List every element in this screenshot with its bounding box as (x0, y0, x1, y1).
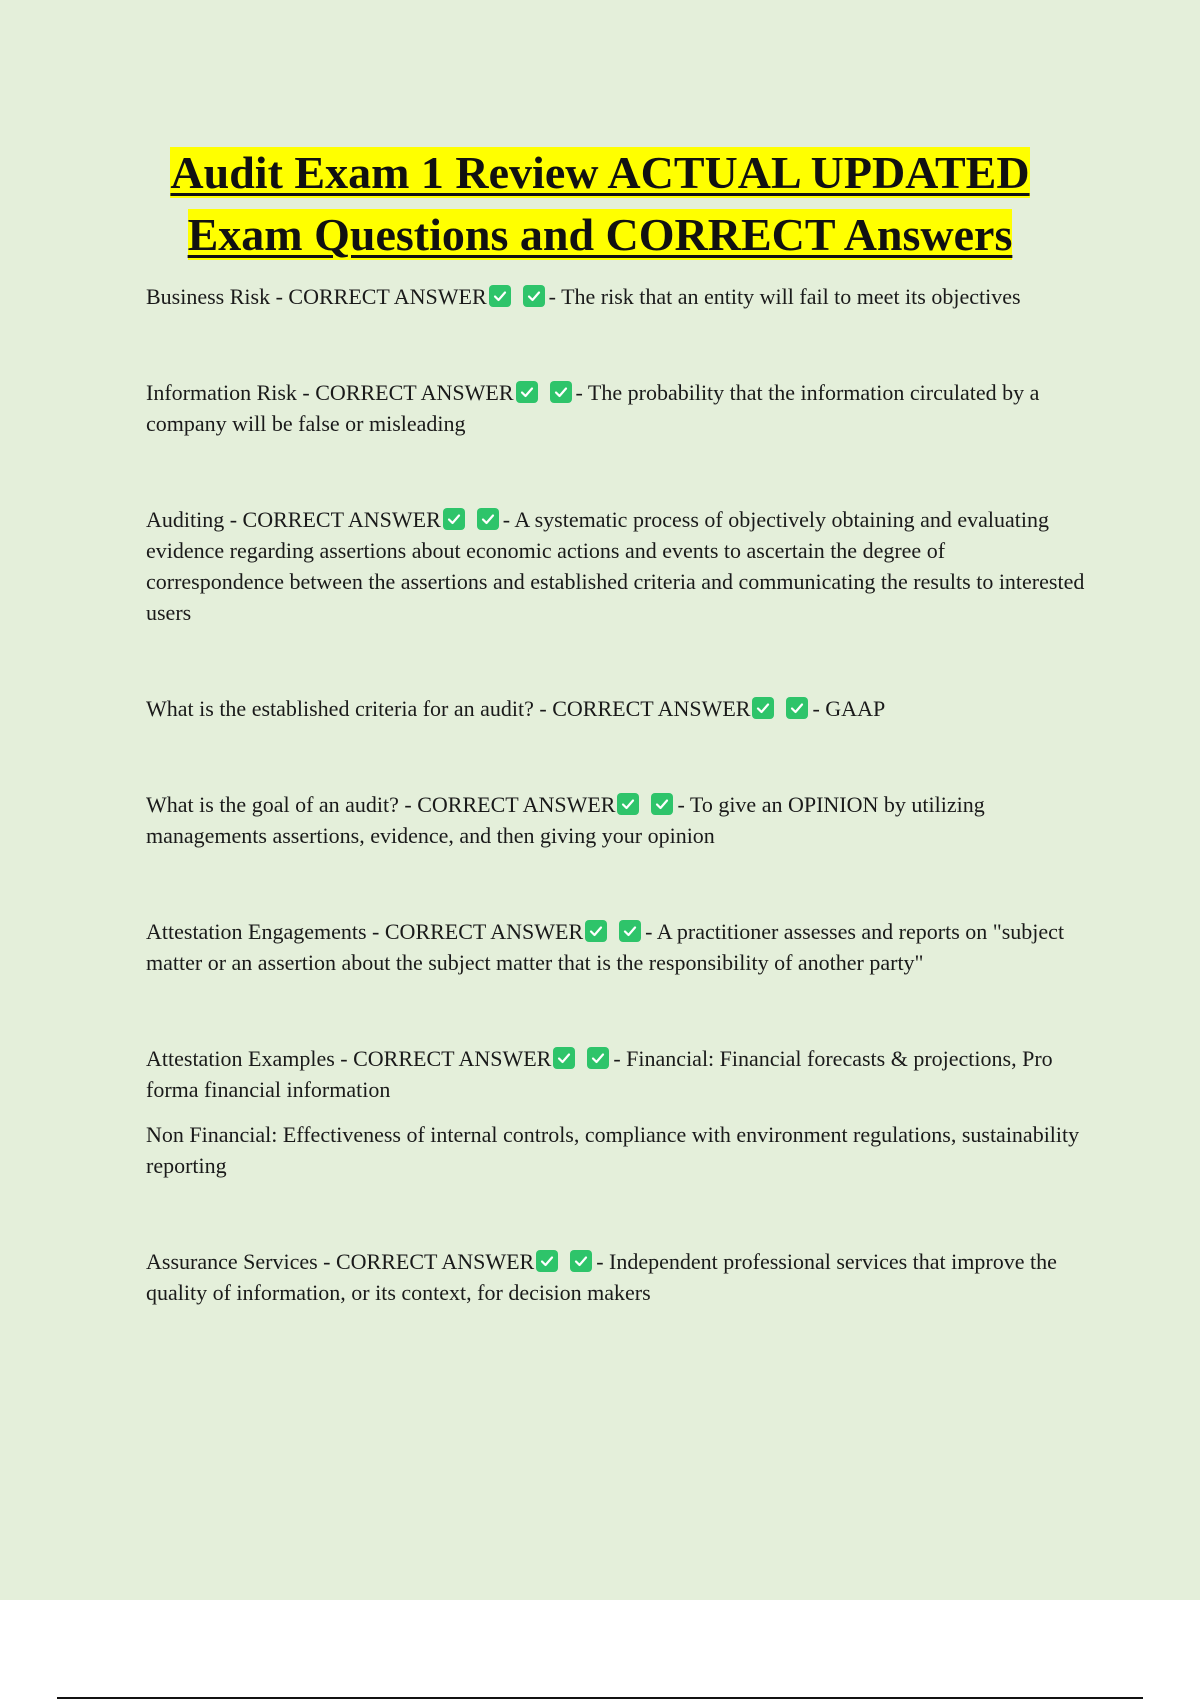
qa-list (146, 281, 1086, 1308)
check-mark-icon (617, 793, 639, 815)
check-mark-icon (786, 697, 808, 719)
entry-term: Auditing - CORRECT ANSWER (146, 507, 441, 532)
qa-entry (146, 377, 1086, 439)
check-mark-icon (619, 920, 641, 942)
check-mark-icon (587, 1047, 609, 1069)
entry-term: Business Risk - CORRECT ANSWER (146, 284, 487, 309)
qa-paragraph (146, 789, 1086, 851)
check-mark-icon (550, 381, 572, 403)
qa-entry (146, 1043, 1086, 1181)
title-line-1: Audit Exam 1 Review ACTUAL UPDATED (170, 147, 1030, 198)
entry-definition: - Financial: Financial forecasts & projections, Pro forma financial information (146, 1046, 1053, 1102)
qa-paragraph (146, 281, 1086, 312)
check-mark-icon (536, 1250, 558, 1272)
check-mark-icon (516, 381, 538, 403)
check-mark-icon (443, 508, 465, 530)
qa-paragraph (146, 1246, 1086, 1308)
qa-entry (146, 504, 1086, 628)
qa-paragraph (146, 916, 1086, 978)
check-mark-icon (752, 697, 774, 719)
check-mark-icon (585, 920, 607, 942)
entry-term: What is the established criteria for an audit? - CORRECT ANSWER (146, 696, 751, 721)
entry-definition: - To give an OPINION by utilizing managements assertions, evidence, and then giving your opinion (146, 792, 985, 848)
check-mark-icon (570, 1250, 592, 1272)
qa-entry (146, 789, 1086, 851)
qa-entry (146, 916, 1086, 978)
check-mark-icon (523, 285, 545, 307)
qa-paragraph-extra: Non Financial: Effectiveness of internal controls, compliance with environment regulations, sustainability reporting (146, 1122, 1080, 1178)
check-mark-icon (489, 285, 511, 307)
check-mark-icon (477, 508, 499, 530)
footer-divider (57, 1697, 1143, 1699)
entry-definition: - The probability that the information circulated by a company will be false or misleading (146, 380, 1040, 436)
qa-paragraph (146, 693, 1086, 724)
qa-paragraph (146, 1043, 1086, 1105)
qa-paragraph (146, 504, 1086, 628)
entry-term: What is the goal of an audit? - CORRECT ANSWER (146, 792, 616, 817)
qa-entry (146, 693, 1086, 724)
entry-term: Information Risk - CORRECT ANSWER (146, 380, 514, 405)
entry-definition: - The risk that an entity will fail to meet its objectives (548, 284, 1021, 309)
check-mark-icon (553, 1047, 575, 1069)
qa-entry (146, 1246, 1086, 1308)
page-title (100, 142, 1100, 266)
entry-definition: - Independent professional services that improve the quality of information, or its context, for decision makers (146, 1249, 1057, 1305)
entry-term: Attestation Engagements - CORRECT ANSWER (146, 919, 584, 944)
title-line-2: Exam Questions and CORRECT Answers (187, 209, 1013, 260)
entry-term: Attestation Examples - CORRECT ANSWER (146, 1046, 552, 1071)
entry-definition: - A systematic process of objectively obtaining and evaluating evidence regarding assertions about economic actions and events to ascertain the degree of correspondence between the assertions and established criteria and communicating the results to interested users (146, 507, 1085, 625)
entry-definition: - A practitioner assesses and reports on "subject matter or an assertion about the subject matter that is the responsibility of another party" (146, 919, 1065, 975)
qa-entry (146, 281, 1086, 312)
entry-definition: - GAAP (812, 696, 886, 721)
qa-paragraph (146, 377, 1086, 439)
entry-term: Assurance Services - CORRECT ANSWER (146, 1249, 535, 1274)
check-mark-icon (651, 793, 673, 815)
